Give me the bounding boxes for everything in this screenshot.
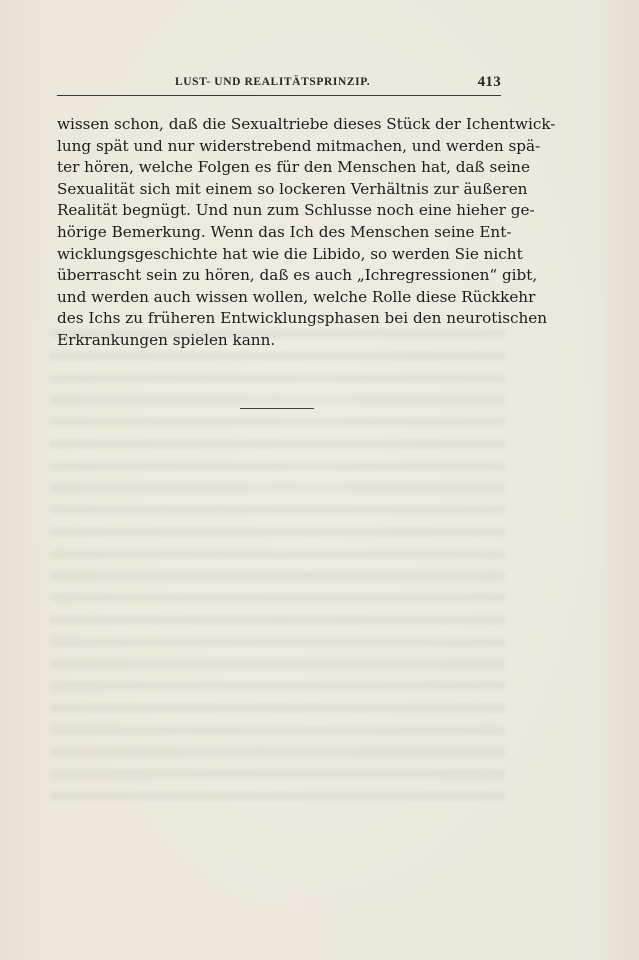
bleed-through-texture	[50, 330, 505, 810]
text-line: hörige Bemerkung. Wenn das Ich des Menschen seine Ent-	[57, 222, 512, 241]
header-rule	[57, 95, 501, 96]
text-line: wicklungsgeschichte hat wie die Libido, so werden Sie nicht	[57, 244, 523, 263]
text-line-last: Erkrankungen spielen kann.	[57, 330, 276, 349]
text-line: ter hören, welche Folgen es für den Menschen hat, daß seine	[57, 158, 530, 177]
text-line: lung spät und nur widerstrebend mitmachen, und werden spä-	[57, 136, 541, 155]
text-line: des Ichs zu früheren Entwicklungsphasen bei den neurotischen	[57, 309, 548, 328]
text-line: überrascht sein zu hören, daß es auch „Ichregressionen“ gibt,	[57, 266, 538, 285]
chapter-end-rule	[240, 408, 314, 409]
body-text	[57, 114, 556, 352]
page-number: 413	[477, 74, 501, 90]
page-header	[57, 76, 501, 96]
text-line: Sexualität sich mit einem so lockeren Verhältnis zur äußeren	[57, 179, 528, 198]
text-line: und werden auch wissen wollen, welche Rolle diese Rückkehr	[57, 287, 536, 306]
running-title: LUST- UND REALITÄTSPRINZIP.	[175, 76, 371, 88]
text-line: wissen schon, daß die Sexualtriebe dieses Stück der Ichentwick-	[57, 115, 556, 133]
text-line: Realität begnügt. Und nun zum Schlusse noch eine hieher ge-	[57, 201, 535, 220]
